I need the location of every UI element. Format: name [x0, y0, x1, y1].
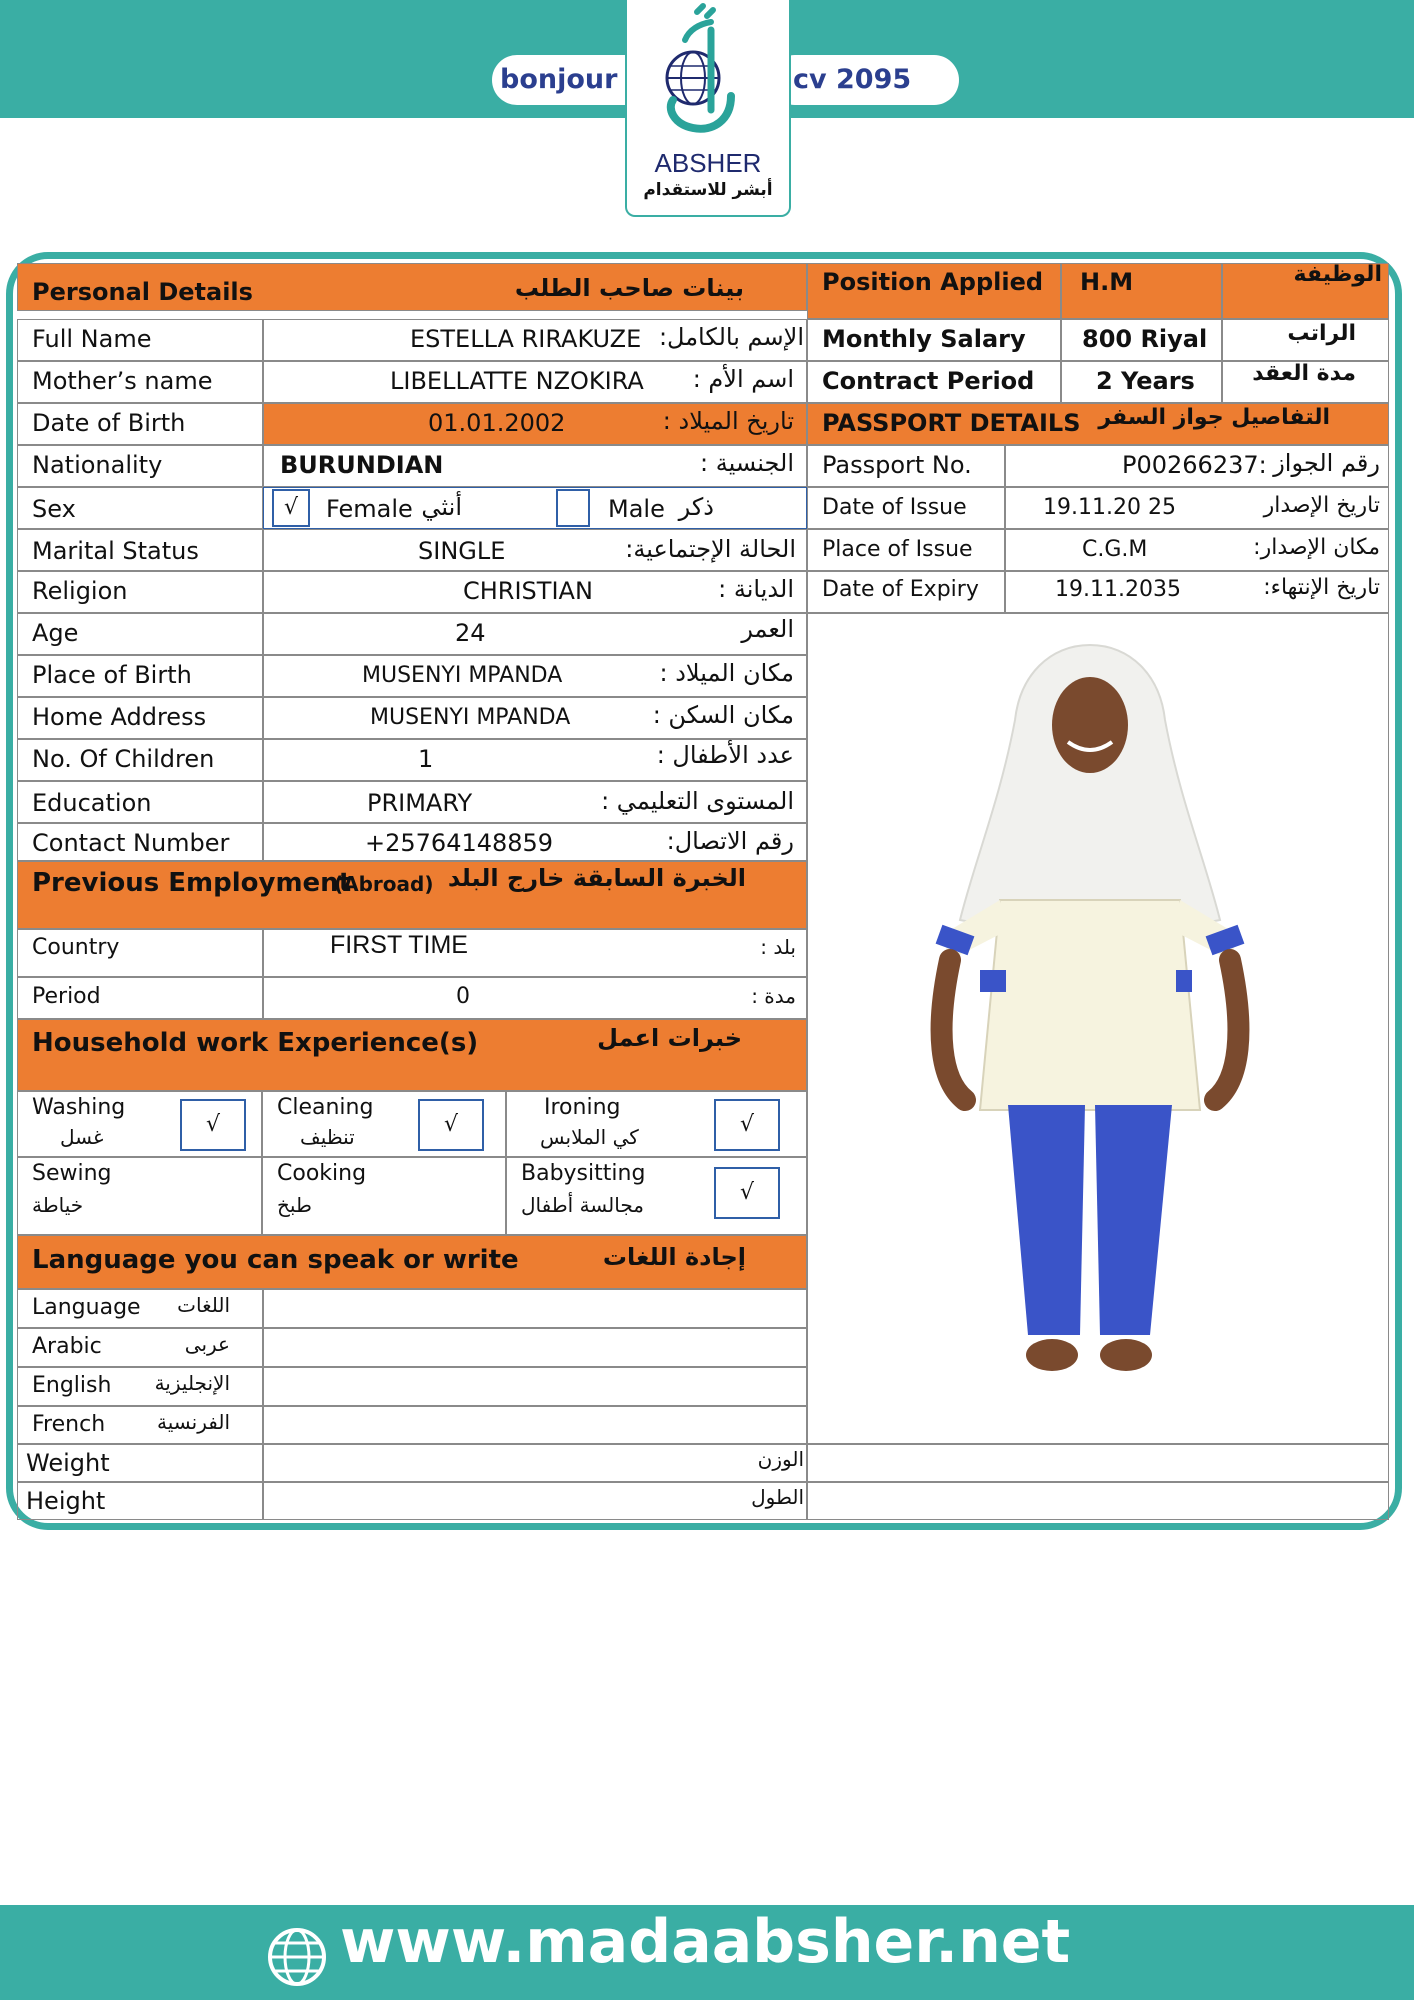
- candidate-photo-icon: [880, 630, 1300, 1410]
- religion-ar: الديانة :: [718, 575, 794, 603]
- place-of-birth-value: MUSENYI MPANDA: [362, 663, 563, 688]
- contract-value: 2 Years: [1096, 367, 1195, 395]
- expiry-label: Date of Expiry: [822, 577, 979, 602]
- value-cell: [263, 1289, 807, 1328]
- logo-name-en: ABSHER: [654, 148, 762, 178]
- marital-label: Marital Status: [32, 537, 199, 565]
- absher-logo: [625, 0, 791, 217]
- female-checkbox[interactable]: √: [272, 489, 310, 527]
- religion-value: CHRISTIAN: [463, 577, 593, 605]
- skill-sewing: Sewing: [32, 1161, 112, 1186]
- children-ar: عدد الأطفال :: [656, 741, 794, 769]
- value-cell: [263, 1406, 807, 1444]
- logo-name-ar: أبشر للاستقدام: [643, 180, 773, 200]
- contact-value: +25764148859: [365, 829, 554, 857]
- weight-label-ar: الوزن: [757, 1447, 804, 1471]
- mother-name-label: Mother’s name: [32, 367, 213, 395]
- value-cell: [263, 1328, 807, 1367]
- skill-cleaning: Cleaning: [277, 1095, 374, 1120]
- sex-label: Sex: [32, 495, 76, 523]
- ironing-checkbox[interactable]: √: [714, 1099, 780, 1151]
- issue-place-label: Place of Issue: [822, 537, 973, 562]
- nationality-value: BURUNDIAN: [280, 451, 444, 479]
- language-row-label-ar: اللغات: [177, 1293, 230, 1317]
- contact-label: Contact Number: [32, 829, 230, 857]
- home-address-value: MUSENYI MPANDA: [370, 705, 571, 730]
- marital-value: SINGLE: [418, 537, 506, 565]
- language-title-en: Language you can speak or write: [32, 1245, 519, 1275]
- weight-label: Weight: [26, 1449, 110, 1477]
- skill-cooking-ar: طبخ: [277, 1193, 312, 1217]
- washing-checkbox[interactable]: √: [180, 1099, 246, 1151]
- female-option-ar: أنثي: [421, 493, 462, 521]
- salary-value: 800 Riyal: [1082, 325, 1208, 353]
- full-name-label: Full Name: [32, 325, 152, 353]
- language-row-label: Language: [32, 1295, 141, 1320]
- children-value: 1: [418, 745, 434, 773]
- skill-ironing: Ironing: [544, 1095, 621, 1120]
- contact-ar: رقم الاتصال:: [666, 827, 794, 855]
- value-cell: [807, 1444, 1389, 1482]
- header-right-tag: cv 2095: [770, 55, 959, 105]
- age-ar: العمر: [741, 615, 794, 643]
- education-label: Education: [32, 789, 152, 817]
- value-cell: [263, 1367, 807, 1406]
- position-ar: الوظيفة: [1293, 262, 1382, 287]
- skill-cooking: Cooking: [277, 1161, 367, 1186]
- language-french-ar: الفرنسية: [157, 1410, 230, 1434]
- nationality-ar: الجنسية :: [700, 449, 794, 477]
- education-value: PRIMARY: [367, 789, 473, 817]
- language-french: French: [32, 1412, 106, 1437]
- position-value: H.M: [1080, 268, 1134, 296]
- skill-babysitting-ar: مجالسة أطفال: [521, 1193, 644, 1217]
- issue-place-ar: مكان الإصدار:: [1253, 535, 1380, 560]
- country-value: FIRST TIME: [330, 931, 468, 959]
- age-value: 24: [455, 619, 486, 647]
- skill-washing-ar: غسل: [60, 1125, 104, 1149]
- height-label-ar: الطول: [751, 1485, 804, 1509]
- dob-label: Date of Birth: [32, 409, 186, 437]
- dob-value: 01.01.2002: [428, 409, 566, 437]
- value-cell: [263, 613, 807, 655]
- value-cell: [263, 1444, 807, 1482]
- children-label: No. Of Children: [32, 745, 215, 773]
- home-address-label: Home Address: [32, 703, 207, 731]
- language-arabic: Arabic: [32, 1334, 102, 1359]
- employment-title-en: Previous Employment: [32, 868, 352, 898]
- personal-title-ar: بينات صاحب الطلب: [514, 274, 744, 302]
- skill-babysitting: Babysitting: [521, 1161, 646, 1186]
- country-label: Country: [32, 935, 120, 960]
- header-left-tag: bonjour: [492, 55, 650, 105]
- skill-sewing-ar: خياطة: [32, 1193, 84, 1217]
- country-ar: بلد :: [760, 935, 796, 959]
- issue-date-value: 19.11.20 25: [1043, 495, 1176, 520]
- full-name-value: ESTELLA RIRAKUZE: [410, 325, 642, 353]
- female-option: Female: [326, 495, 413, 523]
- religion-label: Religion: [32, 577, 128, 605]
- male-checkbox[interactable]: [556, 489, 590, 527]
- male-option-ar: ذكر: [678, 493, 714, 521]
- height-label: Height: [26, 1487, 106, 1515]
- home-address-ar: مكان السكن :: [652, 701, 794, 729]
- period-ar: مدة :: [751, 984, 796, 1008]
- cleaning-checkbox[interactable]: √: [418, 1099, 484, 1151]
- language-english: English: [32, 1373, 112, 1398]
- contract-label: Contract Period: [822, 367, 1035, 395]
- household-title-ar: خبرات اعمل: [597, 1024, 742, 1052]
- salary-ar: الراتب: [1287, 321, 1356, 346]
- household-title-en: Household work Experience(s): [32, 1028, 479, 1058]
- place-of-birth-label: Place of Birth: [32, 661, 192, 689]
- mother-name-ar: اسم الأم :: [692, 365, 794, 393]
- value-cell: [263, 977, 807, 1019]
- passport-title-ar: التفاصيل جواز السفر: [1098, 405, 1330, 430]
- age-label: Age: [32, 619, 79, 647]
- value-cell: [263, 1482, 807, 1520]
- place-of-birth-ar: مكان الميلاد :: [659, 659, 794, 687]
- issue-date-ar: تاريخ الإصدار: [1263, 493, 1380, 518]
- education-ar: المستوى التعليمي :: [601, 787, 794, 815]
- employment-title-sub: (Abroad): [334, 872, 434, 896]
- issue-place-value: C.G.M: [1082, 537, 1148, 562]
- mother-name-value: LIBELLATTE NZOKIRA: [390, 367, 644, 395]
- value-cell: [807, 1482, 1389, 1520]
- expiry-ar: تاريخ الإنتهاء:: [1263, 575, 1380, 600]
- passport-title-en: PASSPORT DETAILS: [822, 409, 1081, 437]
- issue-date-label: Date of Issue: [822, 495, 967, 520]
- absher-globe-logo-icon: [627, 0, 789, 150]
- marital-ar: الحالة الإجتماعية:: [625, 535, 796, 563]
- personal-title-en: Personal Details: [32, 278, 253, 306]
- employment-title-ar: الخبرة السابقة خارج البلد: [447, 864, 746, 892]
- male-option: Male: [608, 495, 665, 523]
- dob-ar: تاريخ الميلاد :: [662, 407, 794, 435]
- period-label: Period: [32, 984, 101, 1009]
- passport-no-ar: رقم الجواز: [1273, 449, 1380, 477]
- nationality-label: Nationality: [32, 451, 163, 479]
- contract-ar: مدة العقد: [1252, 361, 1356, 386]
- salary-label: Monthly Salary: [822, 325, 1026, 353]
- passport-no-label: Passport No.: [822, 451, 972, 479]
- position-label: Position Applied: [822, 268, 1044, 296]
- skill-washing: Washing: [32, 1095, 126, 1120]
- website-link[interactable]: www.madaabsher.net: [340, 1907, 1071, 1977]
- skill-ironing-ar: كي الملابس: [540, 1125, 639, 1149]
- period-value: 0: [456, 984, 470, 1009]
- expiry-value: 19.11.2035: [1055, 577, 1181, 602]
- babysitting-checkbox[interactable]: √: [714, 1167, 780, 1219]
- skill-cleaning-ar: تنظيف: [300, 1125, 355, 1149]
- language-english-ar: الإنجليزية: [154, 1371, 230, 1395]
- language-arabic-ar: عربى: [184, 1332, 230, 1356]
- language-title-ar: إجادة اللغات: [602, 1243, 746, 1271]
- globe-icon: [265, 1925, 329, 1989]
- full-name-ar: الإسم بالكامل:: [658, 323, 804, 351]
- passport-no-value: P00266237:: [1122, 451, 1267, 479]
